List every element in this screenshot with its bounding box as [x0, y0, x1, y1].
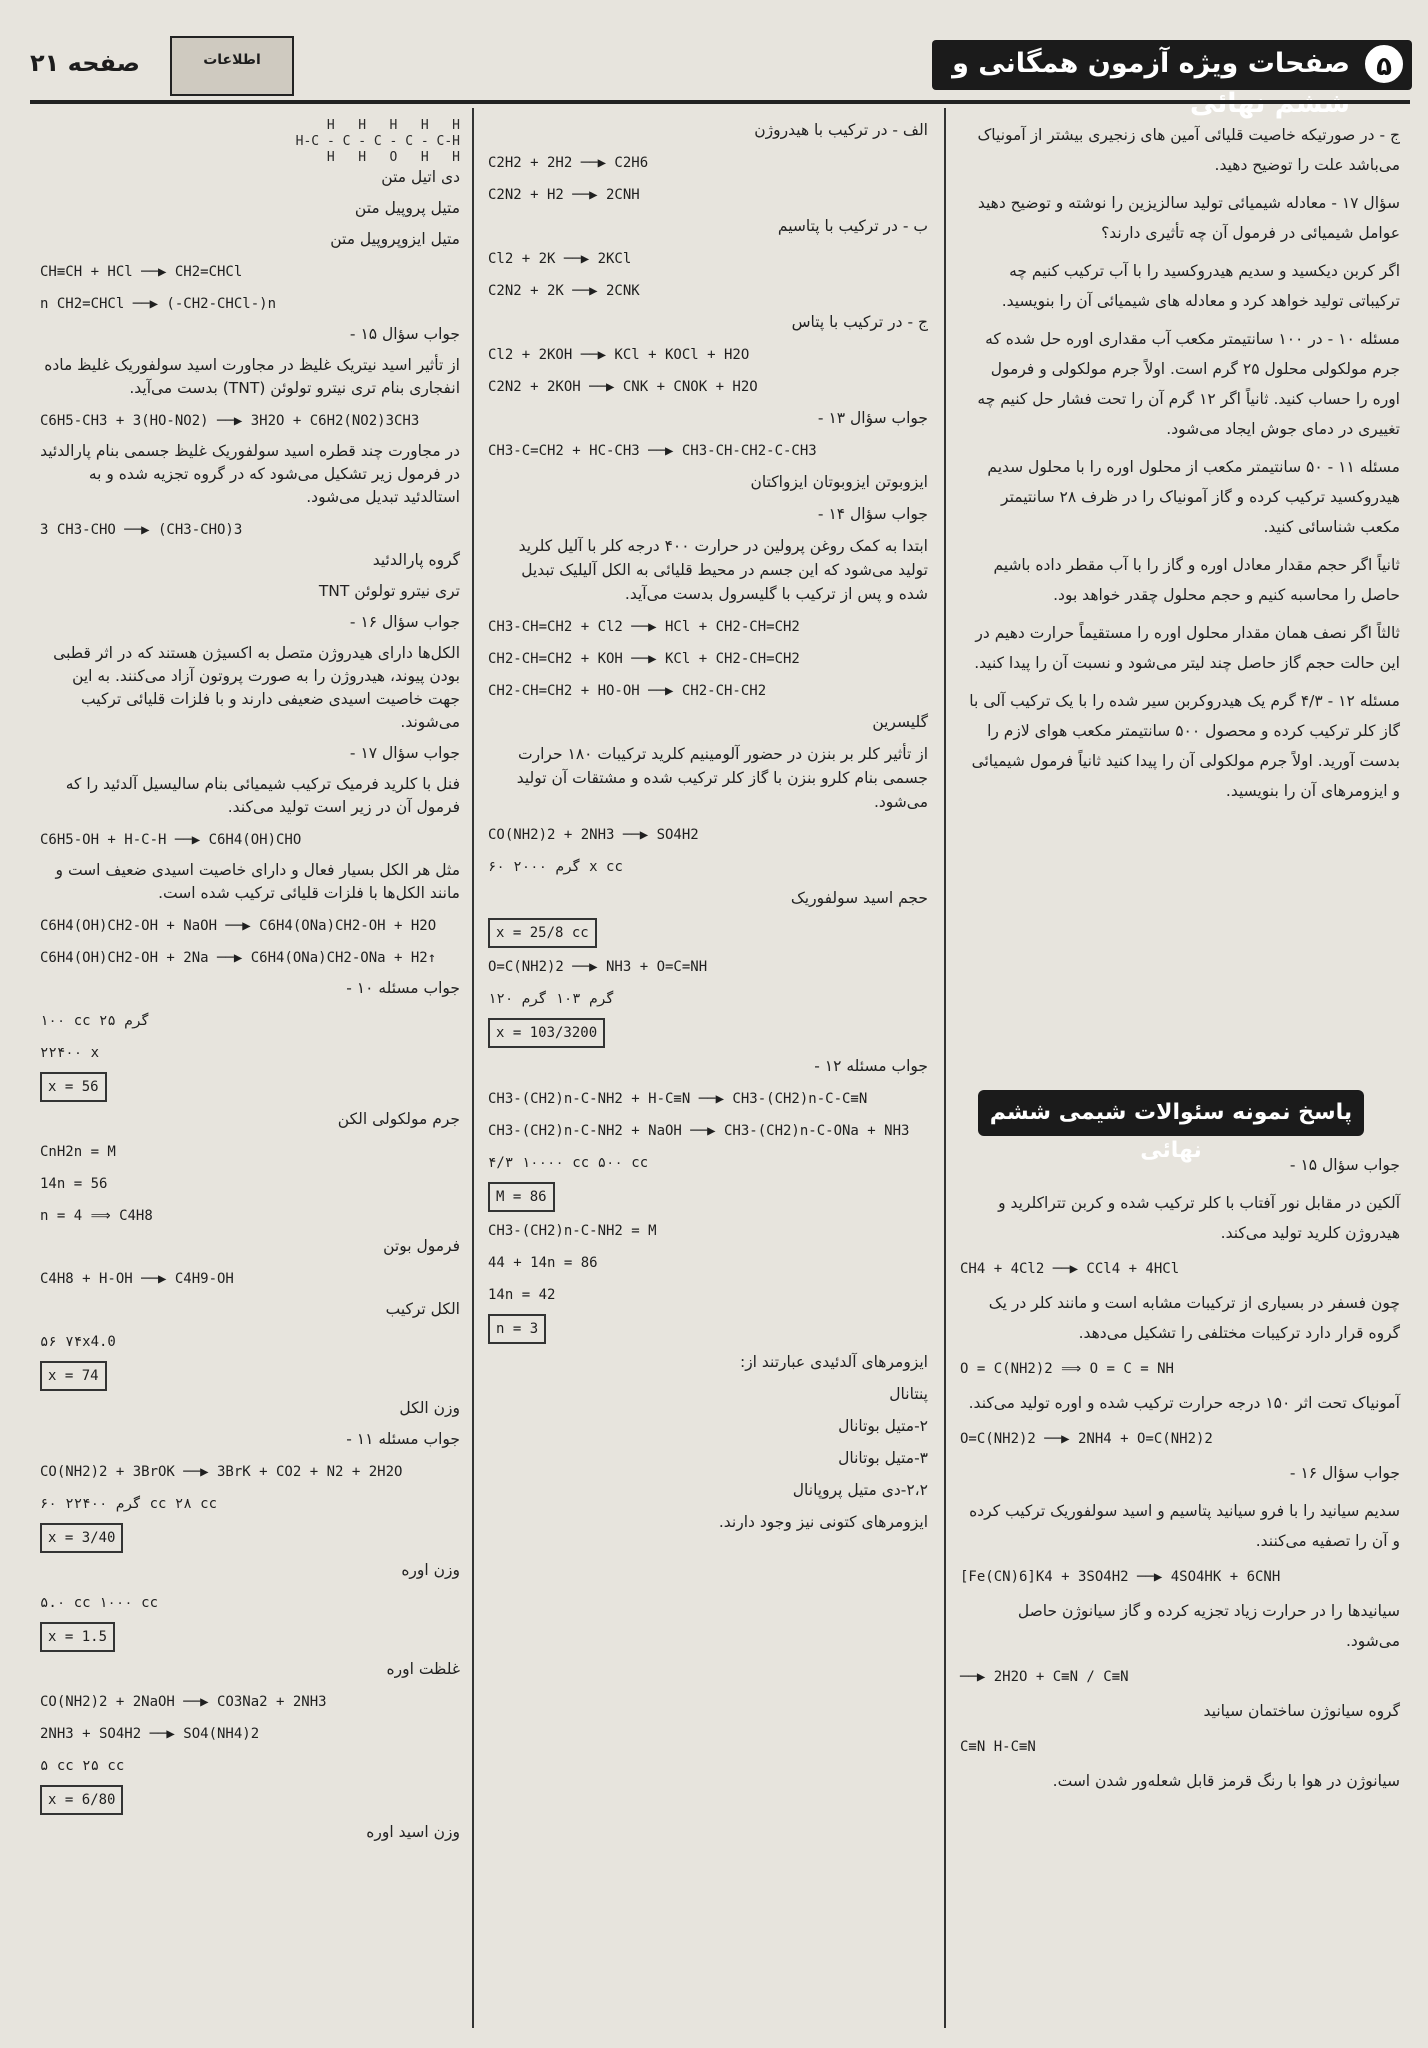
isomer-name: ۲-متیل بوتانال — [838, 1417, 928, 1435]
chemical-equation: ──▶ 2H2O + C≡N / C≡N — [960, 1669, 1129, 1685]
isomer-name: پنتانال — [889, 1385, 928, 1403]
calculation-result — [40, 1622, 460, 1652]
answer-heading: جواب سؤال ۱۵ - — [349, 325, 460, 343]
calculation: ۱۰۰ cc ۲۵ گرم — [40, 1013, 150, 1029]
chemical-equation: C4H8 + H-OH ──▶ C4H9-OH — [40, 1271, 234, 1287]
calculation-result — [40, 1072, 460, 1102]
boxed-result: x = 3/40 — [40, 1523, 123, 1553]
chemical-equation: CH3-C=CH2 + HC-CH3 ──▶ CH3-CH-CH2-C-CH3 — [488, 443, 817, 459]
structure-label: گروه پارالدئید — [372, 551, 460, 569]
calculation: CnH2n = M — [40, 1144, 116, 1160]
chemical-equation: 3 CH3-CHO ──▶ (CH3-CHO)3 — [40, 522, 243, 538]
calculation-result — [488, 1182, 928, 1212]
isomer-name: ۲،۲-دی متیل پروپانال — [792, 1481, 928, 1499]
answer-heading: جواب سؤال ۱۶ - — [1289, 1464, 1400, 1482]
answer-text: الف - در ترکیب با هیدروژن — [754, 121, 928, 139]
chemical-equation: O = C(NH2)2 ⟹ O = C = NH — [960, 1361, 1174, 1377]
page-label: صفحه ۲۱ — [30, 49, 140, 77]
chemical-equation: C2N2 + 2K ──▶ 2CNK — [488, 283, 640, 299]
question-text: مسئله ۱۰ - در ۱۰۰ سانتیمتر مکعب آب مقداری اوره حل شده که جرم مولکولی محلول ۲۵ گرم است. اولاً جرم مولکولی و فرمول اوره را حساب کنید. ثانیاً اگر ۱۲ گرم آن را تحت فشار حل کنیم چه تغییری در دمای جوش ایجاد می‌شود. — [977, 330, 1400, 438]
answer-text: ب - در ترکیب با پتاسیم — [777, 217, 928, 235]
answer-text: سدیم سیانید را با فرو سیانید پتاسیم و اسید سولفوریک ترکیب کرده و آن را تصفیه می‌کنند. — [969, 1502, 1400, 1550]
chemical-equation: CH3-CH=CH2 + Cl2 ──▶ HCl + CH2-CH=CH2 — [488, 619, 800, 635]
chemical-equation: C2N2 + 2KOH ──▶ CNK + CNOK + H2O — [488, 379, 758, 395]
answer-text: الکل‌ها دارای هیدروژن متصل به اکسیژن هستند که در اثر قطبی بودن پیوند، هیدروژن را به صورت پروتون آزاد می‌کنند. به این جهت خاصیت اسیدی ضعیفی دارند و با فلزات قلیائی ترکیب می‌شوند. — [53, 644, 460, 731]
calculation-label: وزن اسید اوره — [366, 1823, 460, 1841]
answer-text: مثل هر الکل بسیار فعال و دارای خاصیت اسیدی ضعیف است و مانند الکل‌ها با فلزات قلیائی ترکیب شده است. — [55, 861, 460, 902]
chemical-equation: CO(NH2)2 + 2NH3 ──▶ SO4H2 — [488, 827, 699, 843]
header-rule — [30, 100, 1410, 104]
chemical-equation: C2N2 + H2 ──▶ 2CNH — [488, 187, 640, 203]
calculation-label: الکل ترکیب — [385, 1300, 460, 1318]
chemical-equation: [Fe(CN)6]K4 + 3SO4H2 ──▶ 4SO4HK + 6CNH — [960, 1569, 1281, 1585]
column-right-answers — [960, 1150, 1400, 1804]
header-section-number: ۵ — [1362, 42, 1406, 86]
calculation-result — [488, 1018, 928, 1048]
answer-heading: جواب سؤال ۱۳ - — [817, 409, 928, 427]
chemical-equation: C6H5-OH + H-C-H ──▶ C6H4(OH)CHO — [40, 832, 302, 848]
calculation: 14n = 42 — [488, 1287, 556, 1303]
calculation-label: وزن اوره — [401, 1561, 460, 1579]
answer-heading: جواب سؤال ۱۶ - — [349, 613, 460, 631]
chemical-equation: CO(NH2)2 + 2NaOH ──▶ CO3Na2 + 2NH3 — [40, 1694, 327, 1710]
calculation-label: غلظت اوره — [386, 1660, 460, 1678]
structure-label: تری نیترو تولوئن TNT — [318, 582, 460, 600]
chemical-equation: CH2-CH=CH2 + HO-OH ──▶ CH2-CH-CH2 — [488, 683, 767, 699]
structure-diagram: H H H H H H-C - C - C - C - C-H H H O H H — [295, 118, 460, 165]
calculation: ۴/۳ ۱۰۰۰۰ cc ۵۰۰ cc — [488, 1155, 649, 1171]
calculation: ۵۶ ۷۴x4.0 — [40, 1334, 116, 1350]
chemical-equation: CH4 + 4Cl2 ──▶ CCl4 + 4HCl — [960, 1261, 1180, 1277]
calculation-result — [488, 1314, 928, 1344]
calculation: ۶۰ گرم ۲۰۰۰ x cc — [488, 859, 623, 875]
structure-label: گلیسرین — [872, 713, 928, 731]
calculation: 44 + 14n = 86 — [488, 1255, 598, 1271]
answer-text: سیانوژن در هوا با رنگ قرمز قابل شعله‌ور شدن است. — [1052, 1772, 1400, 1790]
calculation: CH3-(CH2)n-C-NH2 = M — [488, 1223, 657, 1239]
column-right — [960, 120, 1400, 814]
boxed-result: x = 74 — [40, 1361, 107, 1391]
boxed-result: x = 25/8 cc — [488, 918, 597, 948]
chemical-equation: 2NH3 + SO4H2 ──▶ SO4(NH4)2 — [40, 1726, 260, 1742]
column-middle — [488, 118, 928, 1542]
boxed-result: n = 3 — [488, 1314, 546, 1344]
column-divider-right — [944, 108, 946, 2028]
answer-text: سیانیدها را در حرارت زیاد تجزیه کرده و گاز سیانوژن حاصل می‌شود. — [1017, 1602, 1400, 1650]
calculation: ۶۰ گرم ۲۲۴۰۰ cc ۲۸ cc — [40, 1496, 218, 1512]
answer-text: آلکین در مقابل نور آفتاب با کلر ترکیب شده و کربن تتراکلرید و هیدروژن کلرید تولید می‌کند. — [998, 1194, 1400, 1242]
chemical-equation: C6H5-CH3 + 3(HO-NO2) ──▶ 3H2O + C6H2(NO2)3CH3 — [40, 413, 420, 429]
answers-banner-title: پاسخ نمونه سئوالات شیمی ششم نهائی — [989, 1100, 1353, 1163]
answer-heading: جواب مسئله ۱۰ - — [346, 979, 460, 997]
answer-text: ج - در ترکیب با پتاس — [791, 313, 928, 331]
calculation-result — [488, 918, 928, 948]
chemical-equation: C≡N H-C≡N — [960, 1739, 1036, 1755]
question-text: ثانیاً اگر حجم مقدار معادل اوره و گاز را با آب مقطر داده باشیم حاصل را محاسبه کنیم و حجم محلول چقدر خواهد بود. — [993, 556, 1400, 604]
answer-heading: جواب سؤال ۱۴ - — [817, 505, 928, 523]
calculation-label: حجم اسید سولفوریک — [790, 889, 928, 907]
chemical-equation: C6H4(OH)CH2-OH + 2Na ──▶ C6H4(ONa)CH2-ONa + H2↑ — [40, 950, 437, 966]
calculation: ۵.۰ cc ۱۰۰۰ cc — [40, 1595, 159, 1611]
calculation: 14n = 56 — [40, 1176, 108, 1192]
boxed-result: x = 103/3200 — [488, 1018, 605, 1048]
boxed-result: x = 1.5 — [40, 1622, 115, 1652]
chemical-equation: O=C(NH2)2 ──▶ NH3 + O=C=NH — [488, 959, 708, 975]
answer-text: ایزومرهای آلدئیدی عبارتند از: — [739, 1353, 928, 1371]
answer-text: گروه سیانوژن ساختمان سیانید — [1203, 1702, 1400, 1720]
chemical-equation: CH3-(CH2)n-C-NH2 + NaOH ──▶ CH3-(CH2)n-C-ONa + NH3 — [488, 1123, 910, 1139]
isomer-name: ۳-متیل بوتانال — [838, 1449, 928, 1467]
calculation: ۵ cc ۲۵ cc — [40, 1758, 125, 1774]
calculation: ۱۲۰ گرم ۱۰۳ گرم — [488, 991, 615, 1007]
calculation-label: فرمول بوتن — [383, 1237, 460, 1255]
structure-label: دی اتیل متن — [381, 168, 460, 186]
chemical-equation: CH≡CH + HCl ──▶ CH2=CHCl — [40, 264, 243, 280]
chemical-equation: C6H4(OH)CH2-OH + NaOH ──▶ C6H4(ONa)CH2-OH + H2O — [40, 918, 437, 934]
structure-label: متیل ایزوپروپیل متن — [330, 230, 460, 248]
answer-text: در مجاورت چند قطره اسید سولفوریک غلیظ جسمی بنام پارالدئید در فرمول زیر تشکیل می‌شود که در گروه تجزیه شده و به استالدئید تبدیل می‌شود. — [40, 442, 460, 506]
structure-labels: ایزوبوتن ایزوبوتان ایزواکتان — [750, 473, 928, 491]
answer-heading: جواب سؤال ۱۷ - — [349, 744, 460, 762]
newspaper-logo — [170, 36, 294, 96]
answer-text: از تأثیر کلر بر بنزن در حضور آلومینیم کلرید ترکیبات ۱۸۰ حرارت جسمی بنام کلرو بنزن با گاز کلر ترکیب شده و مشتقات آن تولید می‌شود. — [516, 745, 928, 811]
answer-heading: جواب مسئله ۱۱ - — [346, 1430, 460, 1448]
chemical-equation: O=C(NH2)2 ──▶ 2NH4 + O=C(NH2)2 — [960, 1431, 1213, 1447]
calculation: ۲۲۴۰۰ x — [40, 1045, 100, 1061]
answer-text: چون فسفر در بسیاری از ترکیبات مشابه است و مانند کلر در یک گروه قرار دارد ترکیبات مختلفی را تشکیل می‌دهد. — [988, 1294, 1400, 1342]
logo-text: اطلاعات — [203, 52, 261, 68]
answer-text: از تأثیر اسید نیتریک غلیظ در مجاورت اسید سولفوریک غلیظ ماده انفجاری بنام تری نیترو تولوئن (TNT) بدست می‌آید. — [44, 356, 460, 397]
question-text: اگر کربن دیکسید و سدیم هیدروکسید را با آب ترکیب کنیم چه ترکیباتی تولید خواهد کرد و معادله های شیمیائی آن را بنویسید. — [1001, 262, 1400, 310]
question-text: مسئله ۱۱ - ۵۰ سانتیمتر مکعب از محلول اوره را با محلول سدیم هیدروکسید ترکیب کرده و گاز آمونیاک را در ظرف ۲۸ سانتیمتر مکعب شناسائی کنید. — [987, 458, 1400, 536]
chemical-equation: CO(NH2)2 + 3BrOK ──▶ 3BrK + CO2 + N2 + 2H2O — [40, 1464, 403, 1480]
calculation: n = 4 ⟹ C4H8 — [40, 1208, 153, 1224]
question-text: مسئله ۱۲ - ۴/۳ گرم یک هیدروکربن سیر شده را با یک ترکیب آلی با گاز کلر ترکیب کرده و محصول ۵۰۰ سانتیمتر مکعب هوای لازم را بدست آورید. اولاً جرم مولکولی آن را پیدا کنید ثانیاً فرمول شیمیائی و ایزومرهای آن را بنویسید. — [969, 692, 1400, 800]
chemical-equation: Cl2 + 2K ──▶ 2KCl — [488, 251, 632, 267]
answer-text: آمونیاک تحت اثر ۱۵۰ درجه حرارت ترکیب شده و اوره تولید می‌کند. — [968, 1394, 1400, 1412]
calculation-result — [40, 1785, 460, 1815]
header-title: صفحات ویژه آزمون همگانی و — [952, 48, 1350, 79]
structure-label: متیل پروپیل متن — [354, 199, 460, 217]
answer-text: ابتدا به کمک روغن پرولین در حرارت ۴۰۰ درجه کلر با آلیل کلرید تولید می‌شود که این جسم در محیط قلیائی به الکل آلیلیک تبدیل شده و پس از ترکیب با گلیسرول بدست می‌آید. — [518, 537, 928, 603]
answer-heading: جواب سؤال ۱۵ - — [1289, 1156, 1400, 1174]
answer-heading: جواب مسئله ۱۲ - — [814, 1057, 928, 1075]
question-text: ج - در صورتیکه خاصیت قلیائی آمین های زنجیری بیشتر از آمونیاک می‌باشد علت را توضیح دهید. — [977, 126, 1400, 174]
chemical-equation: n CH2=CHCl ──▶ (-CH2-CHCl-)n — [40, 296, 277, 312]
chemical-equation: C2H2 + 2H2 ──▶ C2H6 — [488, 155, 649, 171]
column-divider-left — [472, 108, 474, 2028]
boxed-result: x = 56 — [40, 1072, 107, 1102]
calculation-label: جرم مولکولی الکن — [337, 1110, 460, 1128]
calculation-result — [40, 1523, 460, 1553]
boxed-result: M = 86 — [488, 1182, 555, 1212]
calculation-label: وزن الکل — [399, 1399, 460, 1417]
chemical-equation: Cl2 + 2KOH ──▶ KCl + KOCl + H2O — [488, 347, 750, 363]
calculation-result — [40, 1361, 460, 1391]
boxed-result: x = 6/80 — [40, 1785, 123, 1815]
chemical-equation: CH3-(CH2)n-C-NH2 + H-C≡N ──▶ CH3-(CH2)n-C-C≡N — [488, 1091, 868, 1107]
answer-text: فنل با کلرید فرمیک ترکیب شیمیائی بنام سالیسیل آلدئید را که فرمول آن در زیر است تولید می‌کند. — [65, 775, 460, 816]
question-text: ثالثاً اگر نصف همان مقدار محلول اوره را مستقیماً حرارت دهیم در این حالت حجم گاز حاصل چند لیتر می‌شود و نسبت آن را پیدا کنید. — [974, 624, 1400, 672]
chemical-equation: CH2-CH=CH2 + KOH ──▶ KCl + CH2-CH=CH2 — [488, 651, 800, 667]
column-left — [40, 118, 460, 1852]
answer-text: ایزومرهای کتونی نیز وجود دارند. — [718, 1513, 928, 1531]
question-text: سؤال ۱۷ - معادله شیمیائی تولید سالزیزین را نوشته و توضیح دهید عوامل شیمیائی در فرمول آن چه تأثیری دارند؟ — [977, 194, 1400, 242]
